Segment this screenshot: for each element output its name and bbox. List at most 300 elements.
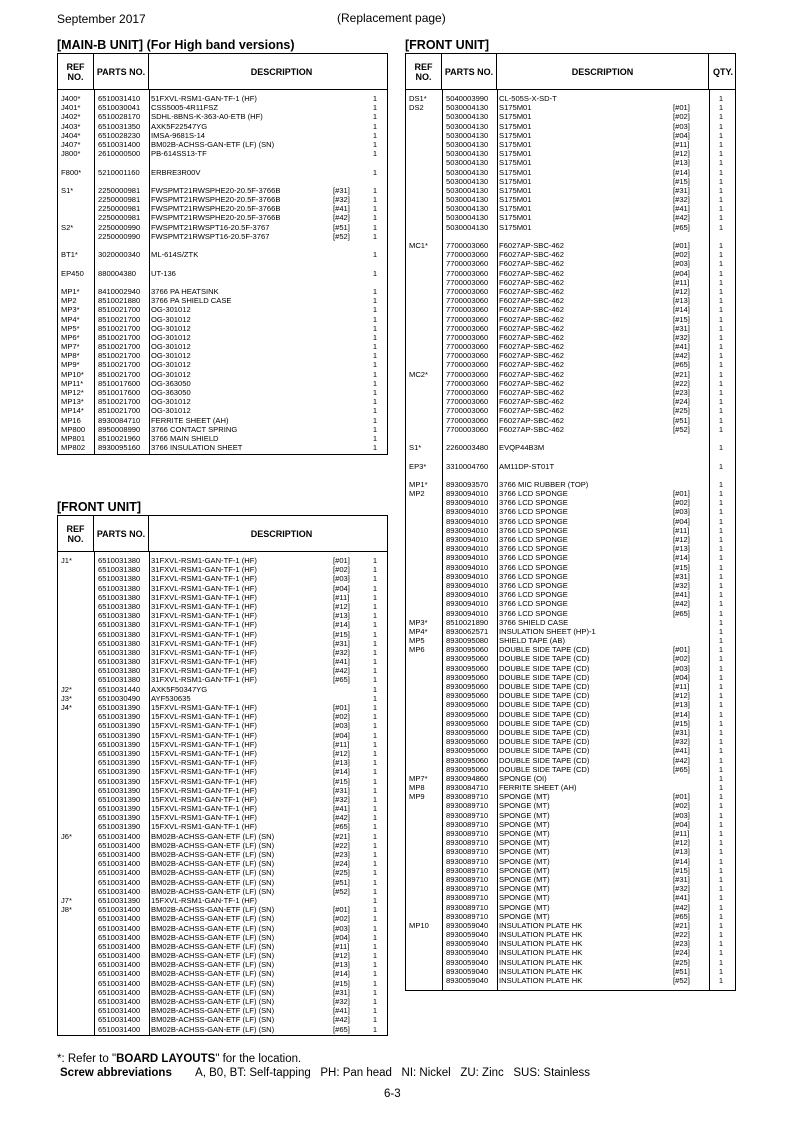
parts-cell: 8930095060	[446, 727, 489, 737]
table-row	[406, 719, 735, 728]
qty-cell: 1	[718, 920, 724, 930]
parts-cell: 6510031400	[98, 905, 141, 915]
desc-cell: 15FXVL-RSM1-GAN-TF-1 (HF)	[151, 767, 257, 777]
parts-cell: 5030004130	[446, 158, 489, 168]
position-cell: [#01]	[333, 703, 350, 712]
position-cell: [#52]	[673, 424, 690, 434]
qty-cell: 1	[372, 1024, 378, 1034]
position-cell: [#24]	[673, 397, 690, 407]
parts-cell: 8930084710	[98, 415, 141, 425]
qty-cell: 1	[718, 874, 724, 884]
qty-cell: 1	[718, 314, 724, 324]
position-cell: [#11]	[673, 139, 690, 149]
col-ref-header: REF NO.	[58, 516, 94, 552]
position-cell: [#52]	[333, 886, 350, 896]
table-row	[406, 912, 735, 921]
qty-cell: 1	[718, 130, 724, 140]
parts-cell: 5030004130	[446, 112, 489, 122]
desc-cell: BM02B-ACHSS-GAN-ETF (LF) (SN)	[151, 978, 275, 988]
position-cell: [#02]	[673, 112, 690, 122]
table-row	[58, 584, 387, 593]
qty-cell: 1	[718, 479, 724, 489]
col-desc-header: DESCRIPTION	[497, 54, 709, 90]
table-row	[58, 388, 387, 397]
qty-cell: 1	[718, 268, 724, 278]
parts-cell: 8930095160	[98, 443, 141, 453]
qty-cell: 1	[718, 342, 724, 352]
desc-cell: S175M01	[499, 213, 532, 223]
parts-cell: 6510031390	[98, 776, 141, 786]
desc-cell: AXK5F22547YG	[151, 121, 208, 131]
parts-cell: 5030004130	[446, 130, 489, 140]
parts-cell: 5030004130	[446, 139, 489, 149]
position-cell: [#15]	[673, 865, 690, 875]
qty-cell: 1	[718, 773, 724, 783]
table-body	[58, 94, 387, 452]
footer-screw-abbreviations	[60, 1067, 590, 1079]
desc-cell: 15FXVL-RSM1-GAN-TF-1 (HF)	[151, 776, 257, 786]
position-cell: [#03]	[673, 507, 690, 517]
parts-cell: 8930094010	[446, 608, 489, 618]
position-cell: [#03]	[333, 923, 350, 933]
parts-cell: 7700003060	[446, 397, 489, 407]
desc-cell: DOUBLE SIDE TAPE (CD)	[499, 691, 590, 701]
table-row	[406, 756, 735, 765]
desc-cell: FERRITE SHEET (AH)	[151, 415, 229, 425]
qty-cell: 1	[718, 241, 724, 250]
desc-cell: 3766 MIC RUBBER (TOP)	[499, 479, 589, 489]
qty-cell: 1	[372, 378, 378, 388]
ref-cell: J401*	[61, 103, 81, 113]
parts-cell: 6510031380	[98, 675, 141, 685]
table-row	[406, 517, 735, 526]
desc-cell: OG-301012	[151, 406, 191, 416]
table-row	[406, 305, 735, 314]
position-cell: [#01]	[673, 792, 690, 802]
position-cell: [#31]	[333, 185, 350, 195]
table-row	[406, 553, 735, 562]
desc-cell: F6027AP-SBC-462	[499, 323, 565, 333]
position-cell: [#15]	[673, 562, 690, 572]
parts-cell: 8930094010	[446, 562, 489, 572]
table-row	[406, 489, 735, 498]
ref-cell: MP3*	[61, 305, 80, 315]
table-row	[58, 914, 387, 923]
parts-cell: 8510021700	[98, 342, 141, 352]
table-row	[406, 140, 735, 149]
desc-cell: S175M01	[499, 167, 532, 177]
desc-cell: BM02B-ACHSS-GAN-ETF (LF) (SN)	[151, 1015, 275, 1025]
position-cell: [#12]	[673, 286, 690, 296]
table-row	[406, 792, 735, 801]
table-row	[406, 710, 735, 719]
desc-cell: FWSPMT21RWSPHE20-20.5F-3766B	[151, 185, 281, 195]
qty-cell: 1	[372, 360, 378, 370]
parts-cell: 8930089710	[446, 810, 489, 820]
col-desc-header: DESCRIPTION	[149, 54, 388, 90]
position-cell: [#14]	[333, 767, 350, 777]
parts-cell: 6510031380	[98, 620, 141, 630]
desc-cell: DOUBLE SIDE TAPE (CD)	[499, 755, 590, 765]
ref-cell: MP800	[61, 424, 86, 434]
qty-cell: 1	[718, 562, 724, 572]
desc-cell: PB-614SS13-TF	[151, 149, 207, 159]
table-row	[58, 593, 387, 602]
desc-cell: AM11DP-ST01T	[499, 461, 555, 471]
table-row	[58, 177, 387, 186]
parts-cell: 8930093570	[446, 479, 489, 489]
parts-cell: 6510031380	[98, 556, 141, 565]
table-row	[406, 884, 735, 893]
parts-cell: 880004380	[98, 268, 137, 278]
position-cell: [#25]	[673, 957, 690, 967]
parts-cell: 8930089710	[446, 893, 489, 903]
qty-cell: 1	[372, 721, 378, 731]
parts-cell: 8930059040	[446, 939, 489, 949]
parts-cell: 7700003060	[446, 314, 489, 324]
table-row	[58, 685, 387, 694]
parts-cell: 5030004130	[446, 185, 489, 195]
qty-cell: 1	[718, 893, 724, 903]
position-cell: [#31]	[333, 785, 350, 795]
qty-cell: 1	[372, 730, 378, 740]
table-row	[406, 948, 735, 957]
parts-cell: 8930095060	[446, 746, 489, 756]
qty-cell: 1	[718, 259, 724, 269]
table-row	[406, 875, 735, 884]
desc-cell: OG-301012	[151, 323, 191, 333]
parts-cell: 6510031380	[98, 601, 141, 611]
ref-cell: MP1*	[409, 479, 428, 489]
ref-cell: MP2	[61, 296, 77, 306]
table-row	[406, 278, 735, 287]
table-row	[406, 186, 735, 195]
ref-cell: F800*	[61, 167, 82, 177]
qty-cell: 1	[372, 574, 378, 584]
parts-cell: 6510031400	[98, 850, 141, 859]
qty-cell: 1	[372, 130, 378, 140]
desc-cell: 3766 SHIELD CASE	[499, 617, 569, 627]
table-row	[58, 960, 387, 969]
ref-cell: MP6	[409, 645, 425, 655]
desc-cell: BM02B-ACHSS-GAN-ETF (LF) (SN)	[151, 877, 275, 887]
ref-cell: MP10	[409, 920, 429, 930]
position-cell: [#42]	[333, 213, 350, 223]
parts-cell: 7700003060	[446, 388, 489, 397]
qty-cell: 1	[718, 709, 724, 719]
position-cell: [#13]	[333, 960, 350, 970]
ref-cell: MP801	[61, 433, 86, 443]
parts-cell: 5030004130	[446, 195, 489, 205]
table-row	[406, 434, 735, 443]
table-row	[406, 397, 735, 406]
ref-cell: MP4*	[409, 626, 428, 636]
table-row	[406, 921, 735, 930]
qty-cell: 1	[718, 755, 724, 765]
position-cell: [#65]	[673, 360, 690, 370]
qty-cell: 1	[372, 167, 378, 177]
ref-cell: MP5	[409, 636, 425, 646]
position-cell: [#24]	[673, 948, 690, 958]
table-row	[58, 269, 387, 278]
desc-cell: F6027AP-SBC-462	[499, 388, 565, 397]
ref-cell: MP9*	[61, 360, 80, 370]
desc-cell: INSULATION PLATE HK	[499, 920, 583, 930]
table-row	[58, 287, 387, 296]
parts-cell: 6510028230	[98, 130, 141, 140]
parts-cell: 6510031380	[98, 638, 141, 648]
desc-cell: S175M01	[499, 130, 532, 140]
position-cell: [#65]	[333, 1024, 350, 1034]
desc-cell: BM02B-ACHSS-GAN-ETF (LF) (SN)	[151, 1024, 275, 1034]
ref-cell: MC1*	[409, 241, 428, 250]
position-cell: [#12]	[333, 748, 350, 758]
qty-cell: 1	[718, 682, 724, 691]
ref-cell: S1*	[409, 443, 422, 453]
parts-cell: 8930084710	[446, 783, 489, 793]
desc-cell: 3766 PA SHIELD CASE	[151, 296, 232, 306]
qty-cell: 1	[718, 672, 724, 682]
parts-cell: 6510031390	[98, 758, 141, 768]
table-row	[406, 379, 735, 388]
qty-cell: 1	[372, 666, 378, 676]
qty-cell: 1	[718, 360, 724, 370]
table-row	[406, 820, 735, 829]
desc-cell: 3766 MAIN SHIELD	[151, 433, 219, 443]
table-row	[406, 563, 735, 572]
ref-cell: MP8*	[61, 351, 80, 361]
desc-cell: F6027AP-SBC-462	[499, 378, 565, 388]
ref-cell: MP8	[409, 783, 425, 793]
desc-cell: S175M01	[499, 185, 532, 195]
table-row	[58, 731, 387, 740]
ref-cell: MP1*	[61, 286, 80, 296]
qty-cell: 1	[372, 997, 378, 1006]
table-row	[58, 878, 387, 887]
table-row	[58, 370, 387, 379]
desc-cell: F6027AP-SBC-462	[499, 415, 565, 425]
position-cell: [#04]	[673, 130, 690, 140]
ref-cell: J400*	[61, 94, 81, 103]
parts-cell: 6510031400	[98, 831, 141, 841]
position-cell: [#04]	[673, 819, 690, 829]
qty-cell: 1	[718, 535, 724, 544]
parts-cell: 5030004130	[446, 103, 489, 113]
col-ref-header: REF NO.	[58, 54, 94, 90]
table-row	[58, 896, 387, 905]
qty-cell: 1	[718, 112, 724, 122]
table-row	[58, 648, 387, 657]
position-cell: [#13]	[673, 296, 690, 306]
table-row	[406, 572, 735, 581]
table-row	[406, 388, 735, 397]
desc-cell: DOUBLE SIDE TAPE (CD)	[499, 663, 590, 673]
table-row	[58, 168, 387, 177]
position-cell: [#23]	[673, 939, 690, 949]
screw-label: Screw abbreviations	[60, 1067, 172, 1079]
qty-cell: 1	[372, 112, 378, 122]
table-row	[406, 866, 735, 875]
table-row	[58, 611, 387, 620]
parts-cell: 7700003060	[446, 286, 489, 296]
desc-cell: OG-363050	[151, 388, 191, 397]
table-row	[58, 777, 387, 786]
table-row	[58, 969, 387, 978]
desc-cell: OG-301012	[151, 351, 191, 361]
position-cell: [#02]	[673, 801, 690, 811]
desc-cell: 31FXVL-RSM1-GAN-TF-1 (HF)	[151, 675, 257, 685]
desc-cell: OG-301012	[151, 314, 191, 324]
qty-cell: 1	[718, 213, 724, 223]
qty-cell: 1	[372, 314, 378, 324]
position-cell: [#11]	[673, 525, 690, 535]
desc-cell: 31FXVL-RSM1-GAN-TF-1 (HF)	[151, 583, 257, 593]
table-row	[406, 645, 735, 654]
desc-cell: AXK5F50347YG	[151, 684, 208, 694]
parts-cell: 6510031400	[98, 969, 141, 979]
qty-cell: 1	[372, 433, 378, 443]
desc-cell: CSS5005-4R11FSZ	[151, 103, 218, 113]
desc-cell: OG-301012	[151, 397, 191, 407]
parts-cell: 8930095060	[446, 672, 489, 682]
desc-cell: ERBRE3R00V	[151, 167, 201, 177]
parts-cell: 6510031380	[98, 574, 141, 584]
position-cell: [#24]	[333, 859, 350, 869]
ref-cell: J8*	[61, 905, 72, 915]
desc-cell: S175M01	[499, 204, 532, 214]
position-cell: [#65]	[333, 675, 350, 685]
desc-cell: F6027AP-SBC-462	[499, 406, 565, 416]
position-cell: [#31]	[673, 323, 690, 333]
table-row	[406, 654, 735, 663]
desc-cell: SPONGE (MT)	[499, 902, 550, 912]
position-cell: [#25]	[333, 868, 350, 878]
qty-cell: 1	[718, 636, 724, 646]
desc-cell: S175M01	[499, 121, 532, 131]
desc-cell: 31FXVL-RSM1-GAN-TF-1 (HF)	[151, 574, 257, 584]
table-row	[58, 241, 387, 250]
qty-cell: 1	[372, 286, 378, 296]
parts-cell: 7700003060	[446, 406, 489, 416]
table-row	[58, 694, 387, 703]
table-row	[58, 186, 387, 195]
position-cell: [#03]	[673, 810, 690, 820]
table-row	[58, 103, 387, 112]
position-cell: [#51]	[333, 877, 350, 887]
position-cell: [#12]	[673, 535, 690, 544]
desc-cell: 51FXVL-RSM1-GAN-TF-1 (HF)	[151, 94, 257, 103]
qty-cell: 1	[372, 840, 378, 850]
position-cell: [#31]	[673, 874, 690, 884]
desc-cell: FWSPMT21RWSPHE20-20.5F-3766B	[151, 195, 281, 205]
position-cell: [#02]	[333, 914, 350, 924]
table-row	[406, 903, 735, 912]
table-row	[406, 241, 735, 250]
table-row	[58, 859, 387, 868]
parts-cell: 8930094010	[446, 507, 489, 517]
parts-cell: 8510021700	[98, 351, 141, 361]
screw-text: A, B0, BT: Self-tapping PH: Pan head NI: Nickel ZU: Zinc SUS: Stainless	[195, 1067, 591, 1079]
table-row	[58, 250, 387, 259]
position-cell: [#14]	[673, 167, 690, 177]
qty-cell: 1	[372, 268, 378, 278]
qty-cell: 1	[718, 966, 724, 976]
desc-cell: BM02B-ACHSS-GAN-ETF (LF) (SN)	[151, 1006, 275, 1016]
parts-cell: 7700003060	[446, 332, 489, 342]
ref-cell: J1*	[61, 556, 72, 565]
main-b-unit-table	[57, 53, 388, 455]
qty-cell: 1	[718, 737, 724, 747]
parts-cell: 6510031380	[98, 657, 141, 667]
table-row	[58, 951, 387, 960]
table-row	[406, 544, 735, 553]
qty-cell: 1	[372, 296, 378, 306]
desc-cell: BM02B-ACHSS-GAN-ETF (LF) (SN)	[151, 923, 275, 933]
parts-cell: 8930059040	[446, 966, 489, 976]
parts-cell: 6510031410	[98, 94, 141, 103]
qty-cell: 1	[372, 369, 378, 379]
table-row	[406, 765, 735, 774]
ref-cell: MP4*	[61, 314, 80, 324]
position-cell: [#52]	[333, 231, 350, 241]
qty-cell: 1	[718, 167, 724, 177]
desc-cell: 31FXVL-RSM1-GAN-TF-1 (HF)	[151, 647, 257, 657]
parts-cell: 8930094010	[446, 544, 489, 554]
position-cell: [#01]	[673, 241, 690, 250]
desc-cell: DOUBLE SIDE TAPE (CD)	[499, 654, 590, 664]
position-cell: [#13]	[333, 758, 350, 768]
desc-cell: 3766 LCD SPONGE	[499, 489, 568, 499]
desc-cell: 3766 LCD SPONGE	[499, 580, 568, 590]
desc-cell: BM02B-ACHSS-GAN-ETF (LF) (SN)	[151, 941, 275, 951]
position-cell: [#03]	[333, 574, 350, 584]
qty-cell: 1	[372, 657, 378, 667]
ref-cell: MP10*	[61, 369, 84, 379]
desc-cell: F6027AP-SBC-462	[499, 314, 565, 324]
parts-cell: 8930094010	[446, 580, 489, 590]
qty-cell: 1	[718, 718, 724, 728]
qty-cell: 1	[372, 647, 378, 657]
desc-cell: 31FXVL-RSM1-GAN-TF-1 (HF)	[151, 657, 257, 667]
parts-cell: 5040003990	[446, 94, 489, 103]
table-row	[58, 675, 387, 684]
parts-cell: 6510031400	[98, 1024, 141, 1034]
parts-cell: 8510021700	[98, 369, 141, 379]
parts-cell: 2250000981	[98, 204, 141, 214]
qty-cell: 1	[372, 675, 378, 685]
table-row	[406, 342, 735, 351]
qty-cell: 1	[718, 369, 724, 379]
position-cell: [#11]	[673, 829, 690, 838]
parts-cell: 7700003060	[446, 323, 489, 333]
qty-cell: 1	[718, 443, 724, 453]
qty-cell: 1	[718, 865, 724, 875]
desc-cell: SPONGE (MT)	[499, 865, 550, 875]
table-row	[58, 942, 387, 951]
parts-cell: 6510031400	[98, 997, 141, 1006]
desc-cell: CL-505S-X-SD-T	[499, 94, 557, 103]
ref-cell: J407*	[61, 139, 81, 149]
qty-cell: 1	[372, 859, 378, 869]
qty-cell: 1	[718, 406, 724, 416]
position-cell: [#23]	[333, 850, 350, 859]
table-row	[406, 811, 735, 820]
table-row	[406, 627, 735, 636]
parts-cell: 7700003060	[446, 351, 489, 361]
parts-cell: 2250000981	[98, 195, 141, 205]
table-row	[58, 712, 387, 721]
parts-cell: 8510017600	[98, 378, 141, 388]
